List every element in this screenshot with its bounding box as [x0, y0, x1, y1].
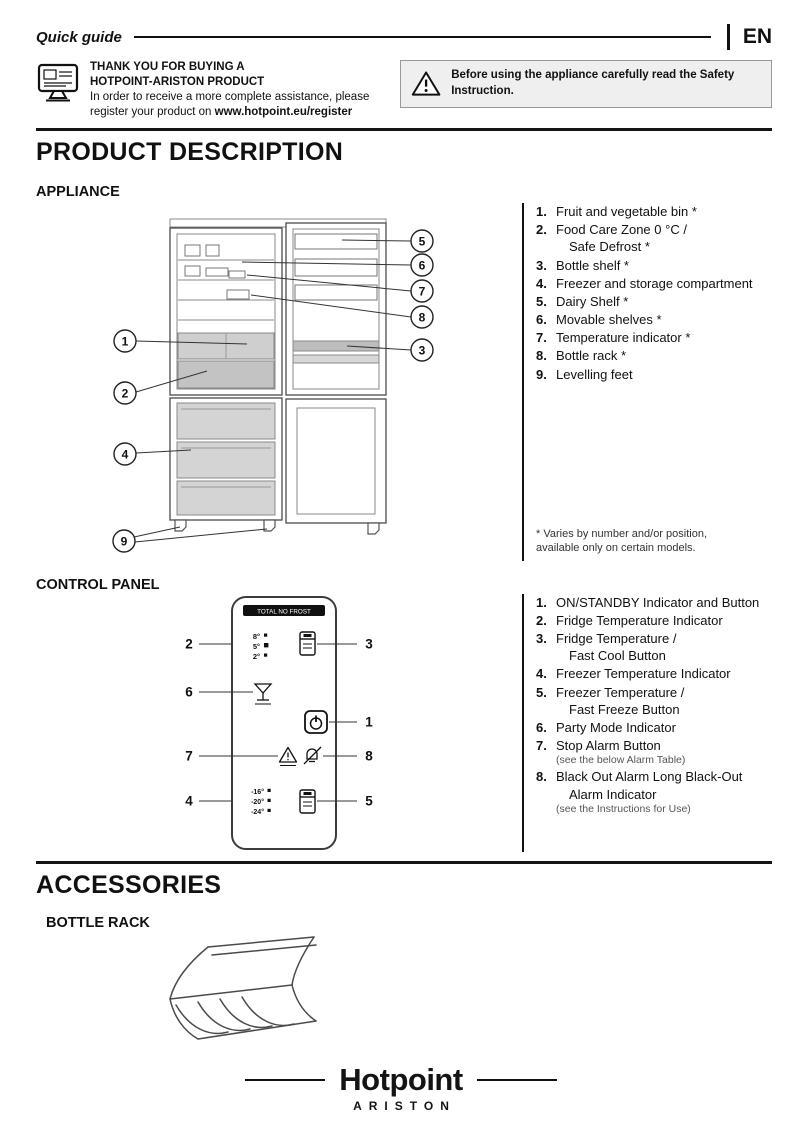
appliance-heading: APPLIANCE: [36, 183, 120, 200]
warning-triangle-icon: [411, 69, 441, 99]
svg-text:7: 7: [185, 748, 193, 764]
svg-text:-24°: -24°: [251, 808, 264, 816]
footnote-line-1: * Varies by number and/or position,: [536, 527, 707, 540]
register-monitor-icon: [36, 63, 82, 108]
language-divider: [727, 24, 730, 50]
fridge-door: [286, 223, 386, 395]
svg-text:6: 6: [185, 684, 193, 700]
freezer-compartment: [170, 398, 282, 520]
bottle-rack-drawing: [146, 931, 772, 1061]
svg-text:-16°: -16°: [251, 788, 264, 796]
callout-3: [411, 339, 433, 361]
legend-item: 1. ON/STANDBY Indicator and Button: [536, 594, 760, 610]
svg-text:9: 9: [120, 534, 127, 549]
svg-text:4: 4: [121, 447, 128, 462]
legend-item: 7. Stop Alarm Button (see the below Alarm Table): [536, 737, 772, 767]
control-panel-legend: [522, 594, 772, 852]
guide-title: Quick guide: [36, 28, 122, 46]
svg-text:2: 2: [185, 636, 193, 652]
safety-warning-box: [400, 60, 772, 108]
svg-text:1: 1: [121, 334, 128, 349]
bottle-rack-wireframe: [146, 931, 356, 1056]
legend-item: 5. Freezer Temperature / Fast Freeze Button: [536, 684, 685, 717]
models-footnote: [536, 527, 772, 556]
sub-brand: ARISTON: [353, 1099, 456, 1113]
callout-4: [114, 443, 136, 465]
callout-9: [113, 530, 135, 552]
legend-item: 6. Movable shelves *: [536, 312, 662, 328]
callout-6: [411, 254, 433, 276]
svg-text:8: 8: [418, 310, 425, 325]
bottle-rack-heading: BOTTLE RACK: [46, 914, 150, 931]
legend-item: 9. Levelling feet: [536, 366, 633, 382]
callout-7: [411, 280, 433, 302]
legend-item: 5. Dairy Shelf *: [536, 293, 629, 309]
safety-warning-text: Before using the appliance carefully read the Safety Instruction.: [451, 69, 735, 97]
svg-text:8°: 8°: [252, 631, 260, 641]
brand-line-left: [245, 1079, 325, 1082]
monitor-icon: [36, 63, 80, 103]
control-panel-diagram: [154, 594, 404, 852]
appliance-legend: [522, 203, 772, 561]
legend-item: 4. Freezer Temperature Indicator: [536, 666, 731, 682]
svg-text:4: 4: [185, 793, 193, 809]
page-header: [36, 24, 772, 50]
svg-text:3: 3: [418, 343, 425, 358]
callout-1: [114, 330, 136, 352]
appliance-diagram-col: [36, 203, 522, 561]
product-description-title: PRODUCT DESCRIPTION: [36, 137, 344, 166]
legend-note: (see the below Alarm Table): [556, 754, 686, 767]
brand-footer: [0, 1062, 802, 1113]
legend-item: 1. Fruit and vegetable bin *: [536, 204, 697, 220]
footnote-line-2: available only on certain models.: [536, 541, 696, 554]
fridge-cabinet: [170, 228, 282, 395]
thanks-line-1: THANK YOU FOR BUYING A: [90, 61, 245, 73]
svg-text:5°: 5°: [252, 641, 260, 651]
legend-item: 6. Party Mode Indicator: [536, 719, 676, 735]
svg-text:7: 7: [418, 284, 425, 299]
svg-text:-20°: -20°: [251, 798, 264, 806]
control-panel-section: [36, 594, 772, 852]
accessories-title: ACCESSORIES: [36, 870, 222, 899]
assist-line-2: [90, 105, 390, 120]
legend-item: 7. Temperature indicator *: [536, 330, 691, 346]
svg-text:5: 5: [418, 234, 425, 249]
legend-item: 8. Black Out Alarm Long Black-Out Alarm Indicator (see the Instructions for Use): [536, 768, 772, 815]
thanks-line-2: HOTPOINT-ARISTON PRODUCT: [90, 75, 265, 88]
svg-text:6: 6: [418, 258, 425, 273]
panel-body: [232, 597, 336, 849]
svg-text:5: 5: [365, 793, 373, 809]
callout-2: [114, 382, 136, 404]
control-panel-diagram-col: [36, 594, 522, 852]
svg-text:8: 8: [365, 748, 373, 764]
brand-logo: Hotpoint: [339, 1062, 463, 1097]
legend-item: 2. Food Care Zone 0 °C / Safe Defrost *: [536, 222, 687, 255]
appliance-section: [36, 203, 772, 561]
intro-section: [36, 60, 772, 120]
assist-line-2-prefix: register your product on: [90, 105, 215, 118]
legend-item: 3. Fridge Temperature / Fast Cool Button: [536, 631, 677, 664]
callout-5: [411, 230, 433, 252]
svg-text:3: 3: [365, 636, 373, 652]
section-divider: [36, 861, 772, 864]
panel-label: TOTAL NO FROST: [257, 608, 311, 616]
callout-8: [411, 306, 433, 328]
legend-item: 2. Fridge Temperature Indicator: [536, 613, 723, 628]
control-panel-heading: CONTROL PANEL: [36, 577, 160, 594]
svg-text:2: 2: [121, 386, 128, 401]
language-code: EN: [742, 25, 772, 48]
freezer-door: [286, 399, 386, 523]
register-url[interactable]: www.hotpoint.eu/register: [214, 105, 353, 118]
legend-item: 8. Bottle rack *: [536, 348, 627, 364]
svg-text:1: 1: [365, 714, 373, 730]
section-divider: [36, 128, 772, 131]
brand-row: [0, 1062, 802, 1098]
legend-item: 3. Bottle shelf *: [536, 257, 629, 273]
assist-line-1: In order to receive a more complete assistance, please: [90, 90, 370, 103]
svg-text:2°: 2°: [252, 651, 260, 661]
header-rule: [134, 36, 711, 38]
brand-line-right: [477, 1079, 557, 1082]
appliance-diagram: [107, 203, 452, 561]
thanks-text-block: [90, 60, 390, 120]
legend-item: 4. Freezer and storage compartment: [536, 275, 753, 291]
legend-note: (see the Instructions for Use): [556, 802, 691, 815]
